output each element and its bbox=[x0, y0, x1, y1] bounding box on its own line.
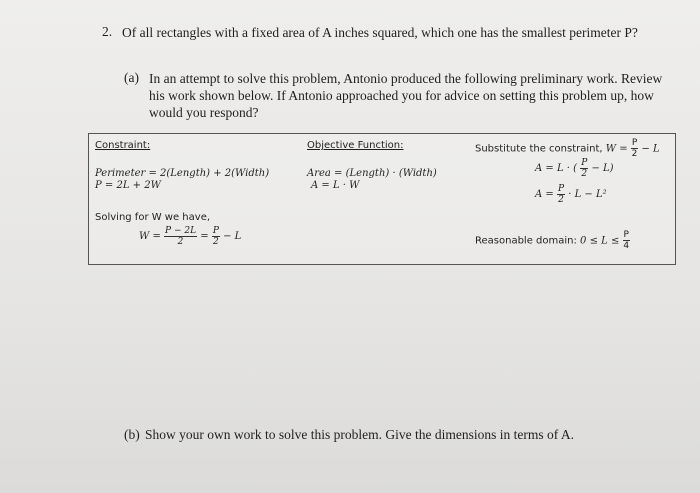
sub-w-num: P bbox=[631, 138, 638, 148]
domain-expr: 0 ≤ L ≤ bbox=[580, 235, 620, 247]
a-line-1-fraction bbox=[580, 158, 588, 179]
objective-header: Objective Function: bbox=[307, 140, 404, 151]
domain-label: Reasonable domain: bbox=[475, 235, 577, 247]
a-line-1-den: 2 bbox=[581, 169, 588, 179]
domain-fraction bbox=[623, 230, 630, 251]
perimeter-line-1: Perimeter = 2(Length) + 2(Width) bbox=[95, 168, 270, 179]
substitute-label: Substitute the constraint, bbox=[475, 143, 603, 155]
a-line-1-num: P bbox=[581, 158, 588, 168]
sub-w-suffix: − L bbox=[641, 143, 660, 155]
a-line-2-den: 2 bbox=[558, 195, 564, 205]
a-line-1-suffix: − L) bbox=[591, 163, 614, 174]
substitute-header bbox=[475, 138, 660, 159]
a-line-2-fraction bbox=[557, 184, 565, 205]
a-line-2-num: P bbox=[557, 184, 565, 194]
work-box bbox=[88, 133, 676, 265]
w-den-1: 2 bbox=[177, 237, 184, 247]
question-text: Of all rectangles with a fixed area of A inches squared, which one has the smallest perimeter P? bbox=[122, 25, 638, 40]
w-num-1: P − 2L bbox=[165, 226, 197, 236]
w-den-2: 2 bbox=[212, 237, 219, 247]
constraint-header: Constraint: bbox=[95, 140, 151, 151]
a-line-2-prefix: A = bbox=[535, 189, 554, 200]
sub-w-den: 2 bbox=[631, 149, 638, 159]
part-b-label: (b) bbox=[124, 427, 140, 442]
domain-den: 4 bbox=[623, 241, 630, 251]
w-fraction-2 bbox=[212, 226, 220, 247]
question-number: 2. bbox=[102, 24, 113, 39]
solving-label: Solving for W we have, bbox=[95, 212, 211, 223]
reasonable-domain bbox=[475, 230, 630, 251]
w-prefix: W = bbox=[139, 231, 161, 242]
w-suffix: − L bbox=[223, 231, 242, 242]
part-a-label: (a) bbox=[124, 70, 139, 85]
domain-num: P bbox=[623, 230, 629, 240]
w-fraction-1 bbox=[164, 226, 197, 247]
w-solution bbox=[139, 226, 241, 247]
sub-w-fraction bbox=[631, 138, 638, 159]
w-eq: = bbox=[200, 231, 209, 242]
sub-w-prefix: W = bbox=[605, 143, 628, 155]
part-b-text: Show your own work to solve this problem. Give the dimensions in terms of A. bbox=[145, 427, 574, 442]
perimeter-line-2: P = 2L + 2W bbox=[95, 180, 161, 191]
part-a-text: In an attempt to solve this problem, Antonio produced the following preliminary work. Review his work shown below. If Antonio approached you for advice on setting this problem up, how would you respond? bbox=[149, 71, 663, 120]
a-line-1-prefix: A = L · ( bbox=[535, 163, 578, 174]
area-line-2: A = L · W bbox=[311, 180, 360, 191]
a-line-1 bbox=[535, 158, 614, 179]
a-line-2-suffix: · L − L² bbox=[568, 189, 607, 200]
area-line-1: Area = (Length) · (Width) bbox=[307, 168, 437, 179]
w-num-2: P bbox=[212, 226, 219, 236]
a-line-2 bbox=[535, 184, 607, 205]
